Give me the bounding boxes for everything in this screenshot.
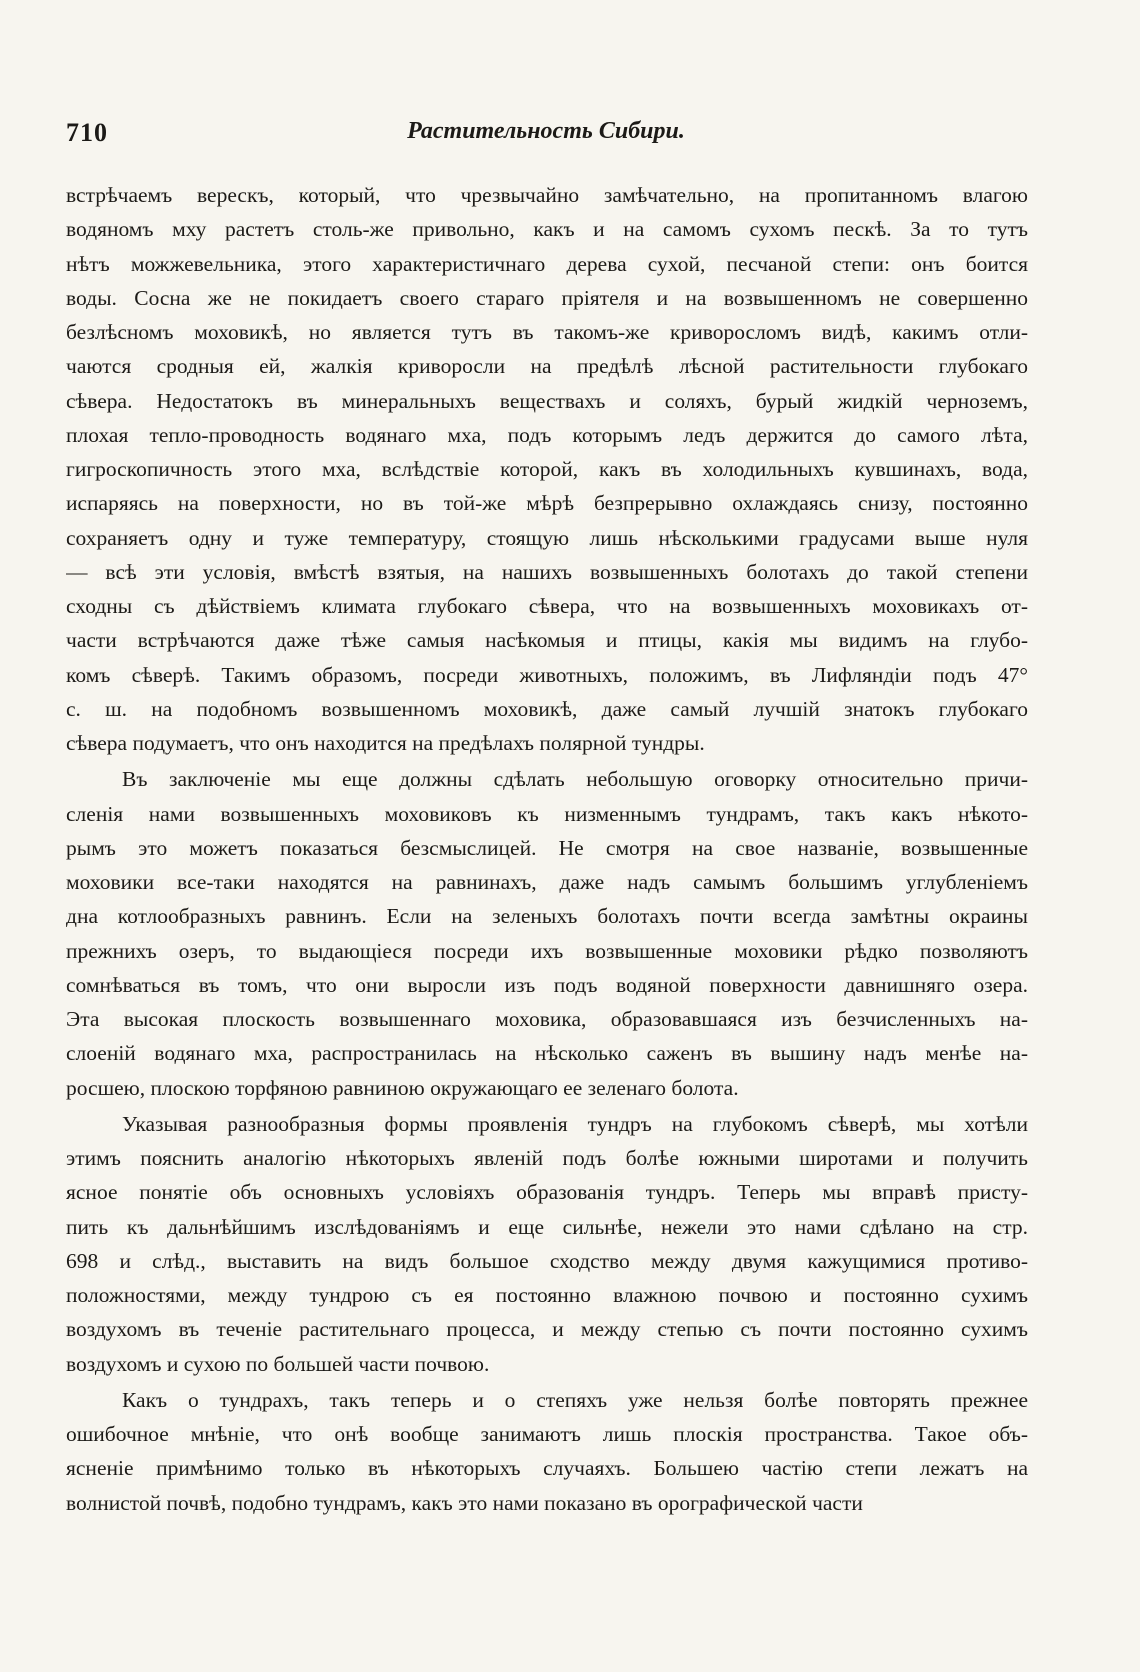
text-line: сѣвера. Недостатокъ въ минеральныхъ веществахъ и соляхъ, бурый жидкій черноземъ,	[66, 388, 1028, 413]
text-line: этимъ пояснить аналогію нѣкоторыхъ явленій подъ болѣе южными широтами и получить	[66, 1146, 1028, 1170]
page-number: 710	[66, 118, 108, 147]
text-line: Въ заключеніе мы еще должны сдѣлать небольшую оговорку относительно причи-	[122, 767, 1028, 792]
running-title: Растительность Сибири.	[407, 118, 685, 144]
text-line: воздухомъ и сухою по большей части почвою.	[66, 1351, 490, 1376]
body-text	[66, 178, 1028, 1520]
text-line: части встрѣчаются даже тѣже самыя насѣкомыя и птицы, какія мы видимъ на глубо-	[66, 628, 1028, 653]
text-line: 698 и слѣд., выставить на видъ большое сходство между двумя кажущимися противо-	[66, 1248, 1028, 1273]
text-line: прежнихъ озеръ, то выдающіеся посреди ихъ возвышенные моховики рѣдко позволяютъ	[66, 938, 1028, 963]
text-line: воздухомъ въ теченіе растительнаго процесса, и между степью съ почти постоянно сухимъ	[66, 1317, 1028, 1342]
text-line: сленія нами возвышенныхъ моховиковъ къ низменнымъ тундрамъ, такъ какъ нѣкото-	[66, 801, 1028, 826]
text-line: Эта высокая плоскость возвышеннаго моховика, образовавшаяся изъ безчисленныхъ на-	[66, 1007, 1028, 1031]
text-line: пить къ дальнѣйшимъ изслѣдованіямъ и еще сильнѣе, нежели это нами сдѣлано на стр.	[66, 1214, 1028, 1239]
text-line: сохраняетъ одну и туже температуру, стоящую лишь нѣсколькими градусами выше нуля	[66, 525, 1028, 550]
text-line: Какъ о тундрахъ, такъ теперь и о степяхъ уже нельзя болѣе повторять прежнее	[122, 1387, 1028, 1412]
text-line: с. ш. на подобномъ возвышенномъ моховикѣ, даже самый лучшій знатокъ глубокаго	[66, 696, 1028, 721]
text-line: плохая тепло-проводность водянаго мха, подъ которымъ ледъ держится до самого лѣта,	[66, 422, 1028, 447]
text-line: Указывая разнообразныя формы проявленія тундръ на глубокомъ сѣверѣ, мы хотѣли	[122, 1111, 1028, 1136]
text-line: ошибочное мнѣніе, что онѣ вообще занимаютъ лишь плоскія пространства. Такое объ-	[66, 1422, 1028, 1446]
text-line: росшею, плоскою торфяною равниною окружающаго ее зеленаго болота.	[66, 1075, 739, 1100]
text-line: ясное понятіе объ основныхъ условіяхъ образованія тундръ. Теперь мы вправѣ присту-	[66, 1180, 1028, 1205]
paragraph	[66, 762, 1028, 1105]
text-line: сходны съ дѣйствіемъ климата глубокаго сѣвера, что на возвышенныхъ моховикахъ от-	[66, 594, 1028, 618]
text-line: безлѣсномъ моховикѣ, но является тутъ въ такомъ-же криворосломъ видѣ, какимъ отли-	[66, 320, 1028, 344]
text-line: водяномъ мху растетъ столь-же привольно, какъ и на самомъ сухомъ пескѣ. За то тутъ	[66, 217, 1028, 242]
text-line: сѣвера подумаетъ, что онъ находится на предѣлахъ полярной тундры.	[66, 731, 705, 755]
text-line: слоеній водянаго мха, распространилась на нѣсколько саженъ въ вышину надъ менѣе на-	[66, 1041, 1028, 1066]
text-line: сомнѣваться въ томъ, что они выросли изъ подъ водяной поверхности давнишняго озера.	[66, 972, 1028, 997]
text-line: гигроскопичность этого мха, вслѣдствіе которой, какъ въ холодильныхъ кувшинахъ, вода,	[66, 457, 1028, 481]
text-line: встрѣчаемъ верескъ, который, что чрезвычайно замѣчательно, на пропитанномъ влагою	[66, 183, 1028, 207]
paragraph	[66, 1107, 1028, 1381]
text-line: положностями, между тундрою съ ея постоянно влажною почвою и постоянно сухимъ	[66, 1283, 1028, 1307]
text-line: дна котлообразныхъ равнинъ. Если на зеленыхъ болотахъ почти всегда замѣтны окраины	[66, 904, 1028, 929]
text-line: испаряясь на поверхности, но въ той-же мѣрѣ безпрерывно охлаждаясь снизу, постоянно	[66, 491, 1028, 516]
text-line: комъ сѣверѣ. Такимъ образомъ, посреди животныхъ, положимъ, въ Лифляндіи подъ 47°	[66, 662, 1028, 687]
text-line: рымъ это можетъ показаться безсмыслицей. Не смотря на свое названіе, возвышенные	[66, 835, 1028, 860]
text-line: — всѣ эти условія, вмѣстѣ взятыя, на нашихъ возвышенныхъ болотахъ до такой степени	[66, 559, 1028, 584]
page-header	[66, 118, 1026, 158]
text-line: моховики все-таки находятся на равнинахъ, даже надъ самымъ большимъ углубленіемъ	[66, 870, 1028, 894]
paragraph	[66, 1383, 1028, 1520]
text-line: волнистой почвѣ, подобно тундрамъ, какъ это нами показано въ орографической части	[66, 1490, 863, 1515]
paragraph	[66, 178, 1028, 760]
text-line: воды. Сосна же не покидаетъ своего стараго пріятеля и на возвышенномъ не совершенно	[66, 285, 1028, 310]
text-line: чаются сродныя ей, жалкія криворосли на предѣлѣ лѣсной растительности глубокаго	[66, 354, 1028, 379]
text-line: нѣтъ можжевельника, этого характеристичнаго дерева сухой, песчаной степи: онъ боится	[66, 251, 1028, 276]
text-line: ясненіе примѣнимо только въ нѣкоторыхъ случаяхъ. Большею частію степи лежатъ на	[66, 1456, 1028, 1481]
